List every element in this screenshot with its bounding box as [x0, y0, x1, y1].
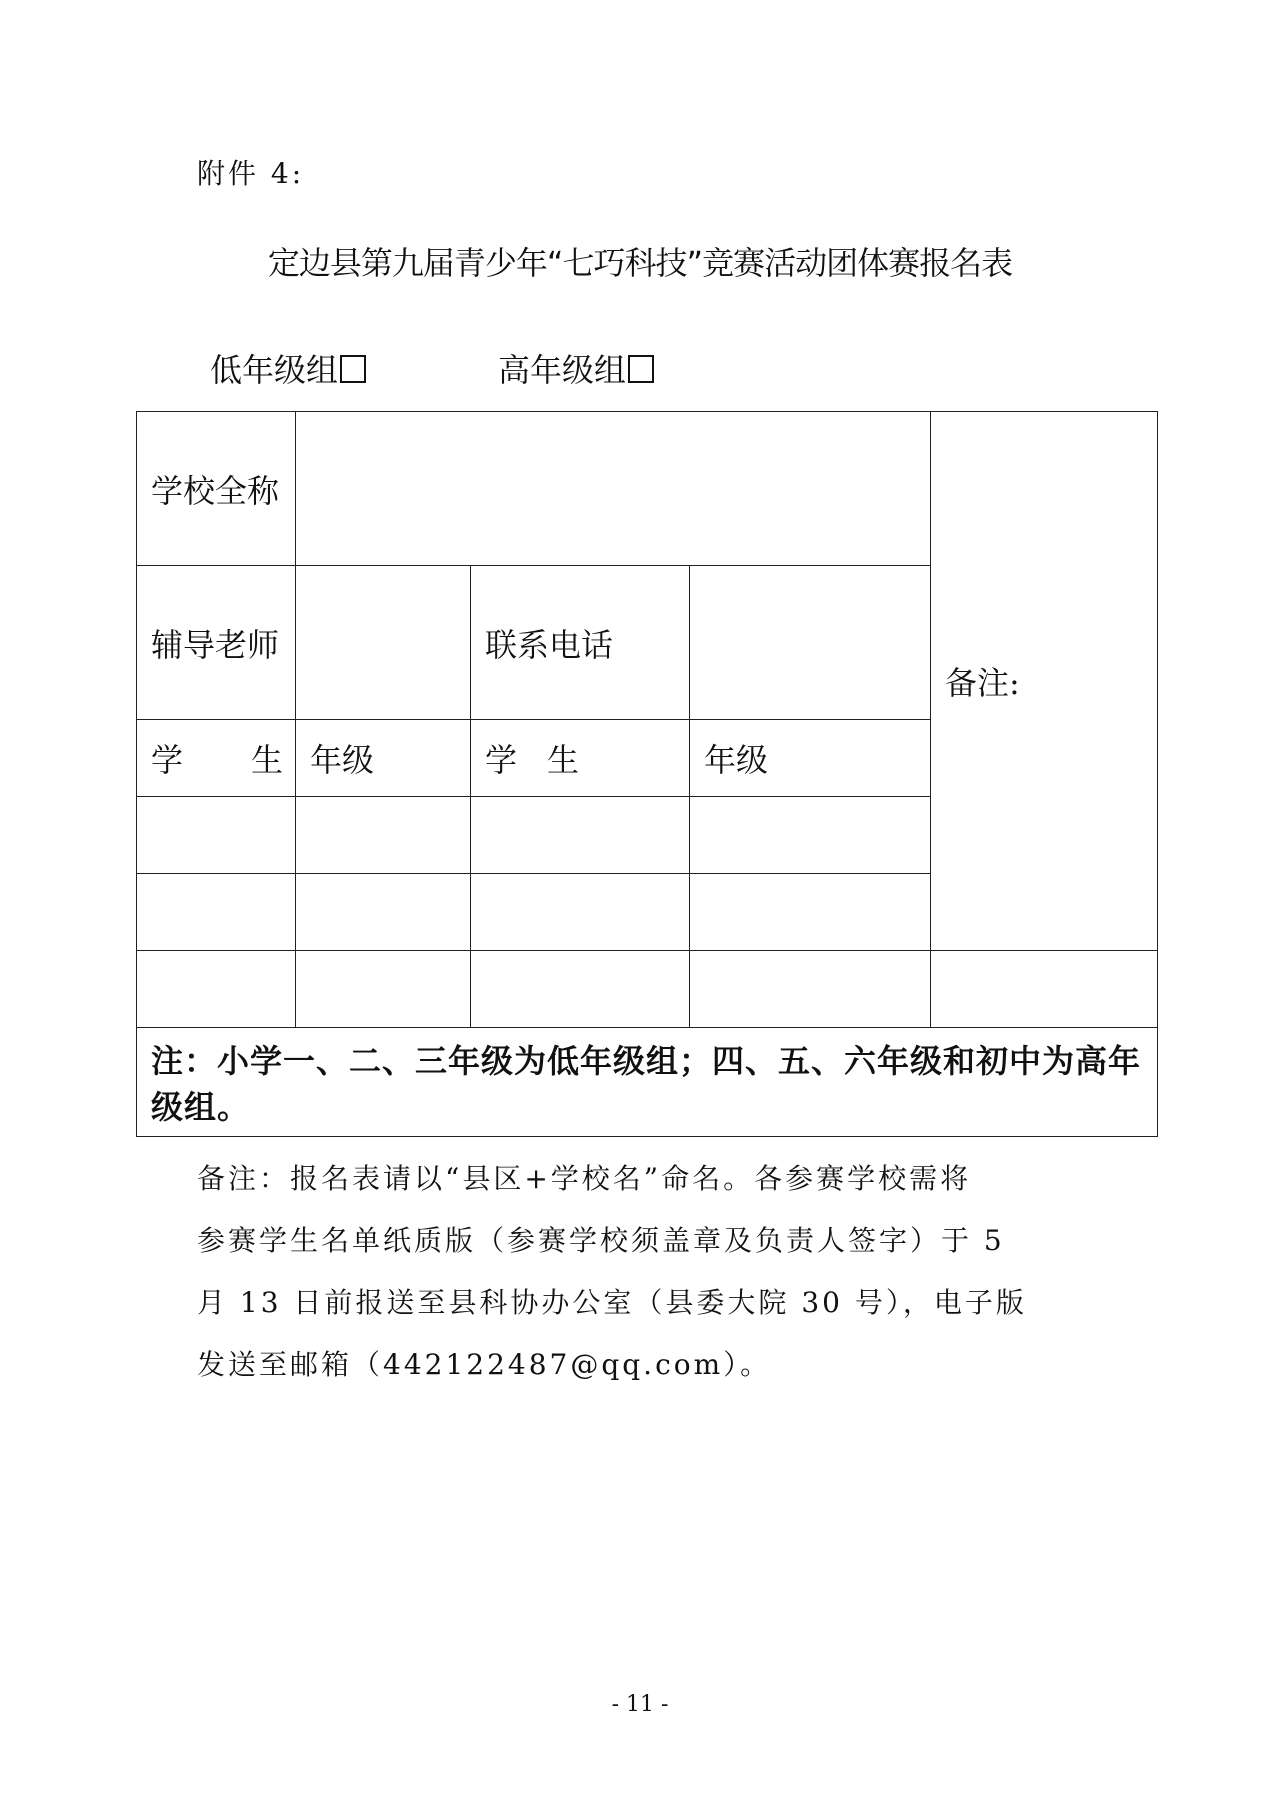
table-row — [137, 951, 1158, 1028]
grade-cell[interactable] — [690, 874, 931, 951]
instructions-line-4: 发送至邮箱（442122487@qq.com）。 — [197, 1348, 772, 1381]
student-cell[interactable] — [137, 797, 296, 874]
student-cell[interactable] — [471, 951, 690, 1028]
remarks-label: 备注: — [931, 412, 1158, 951]
grade-cell[interactable] — [690, 951, 931, 1028]
high-grade-group-label: 高年级组 — [498, 351, 627, 389]
teacher-field[interactable] — [296, 566, 471, 720]
student-cell[interactable] — [137, 874, 296, 951]
page-number: - 11 - — [611, 1692, 669, 1717]
phone-field[interactable] — [690, 566, 931, 720]
grade-cell[interactable] — [690, 797, 931, 874]
school-name-field[interactable] — [296, 412, 931, 566]
phone-label: 联系电话 — [471, 566, 690, 720]
page-title: 定边县第九届青少年“七巧科技”竞赛活动团体赛报名表 — [267, 244, 1013, 282]
attachment-label: 附件 4: — [197, 157, 305, 190]
grade-group-note: 注：小学一、二、三年级为低年级组；四、五、六年级和初中为高年级组。 — [137, 1028, 1158, 1137]
high-grade-group-option[interactable] — [498, 345, 654, 391]
student-cell[interactable] — [137, 951, 296, 1028]
grade-cell[interactable] — [296, 797, 471, 874]
student-cell[interactable] — [471, 874, 690, 951]
high-grade-checkbox[interactable] — [628, 355, 654, 383]
student-header-1-part2: 生 — [251, 741, 284, 779]
low-grade-group-label: 低年级组 — [210, 351, 339, 389]
table-row — [137, 412, 1158, 566]
student-header-2-part1: 学 — [485, 741, 518, 779]
grade-cell[interactable] — [296, 951, 471, 1028]
low-grade-checkbox[interactable] — [340, 355, 366, 383]
registration-form-table — [136, 411, 1158, 1137]
instructions-line-3: 月 13 日前报送至县科协办公室（县委大院 30 号），电子版 — [197, 1286, 1027, 1319]
submission-instructions — [197, 1148, 1097, 1396]
student-header-2-part2: 生 — [547, 741, 580, 779]
grade-header-1: 年级 — [296, 720, 471, 797]
student-header-1 — [137, 720, 296, 797]
grade-header-2: 年级 — [690, 720, 931, 797]
student-header-1-part1: 学 — [151, 741, 184, 779]
student-header-2 — [471, 720, 690, 797]
grade-cell[interactable] — [296, 874, 471, 951]
table-row — [137, 1028, 1158, 1137]
instructions-line-2: 参赛学生名单纸质版（参赛学校须盖章及负责人签字）于 5 — [197, 1224, 1005, 1257]
low-grade-group-option[interactable] — [210, 345, 366, 391]
student-cell[interactable] — [471, 797, 690, 874]
school-name-label: 学校全称 — [137, 412, 296, 566]
instructions-line-1: 备注：报名表请以“县区+学校名”命名。各参赛学校需将 — [197, 1162, 972, 1195]
remarks-extra-cell[interactable] — [931, 951, 1158, 1028]
teacher-label: 辅导老师 — [137, 566, 296, 720]
